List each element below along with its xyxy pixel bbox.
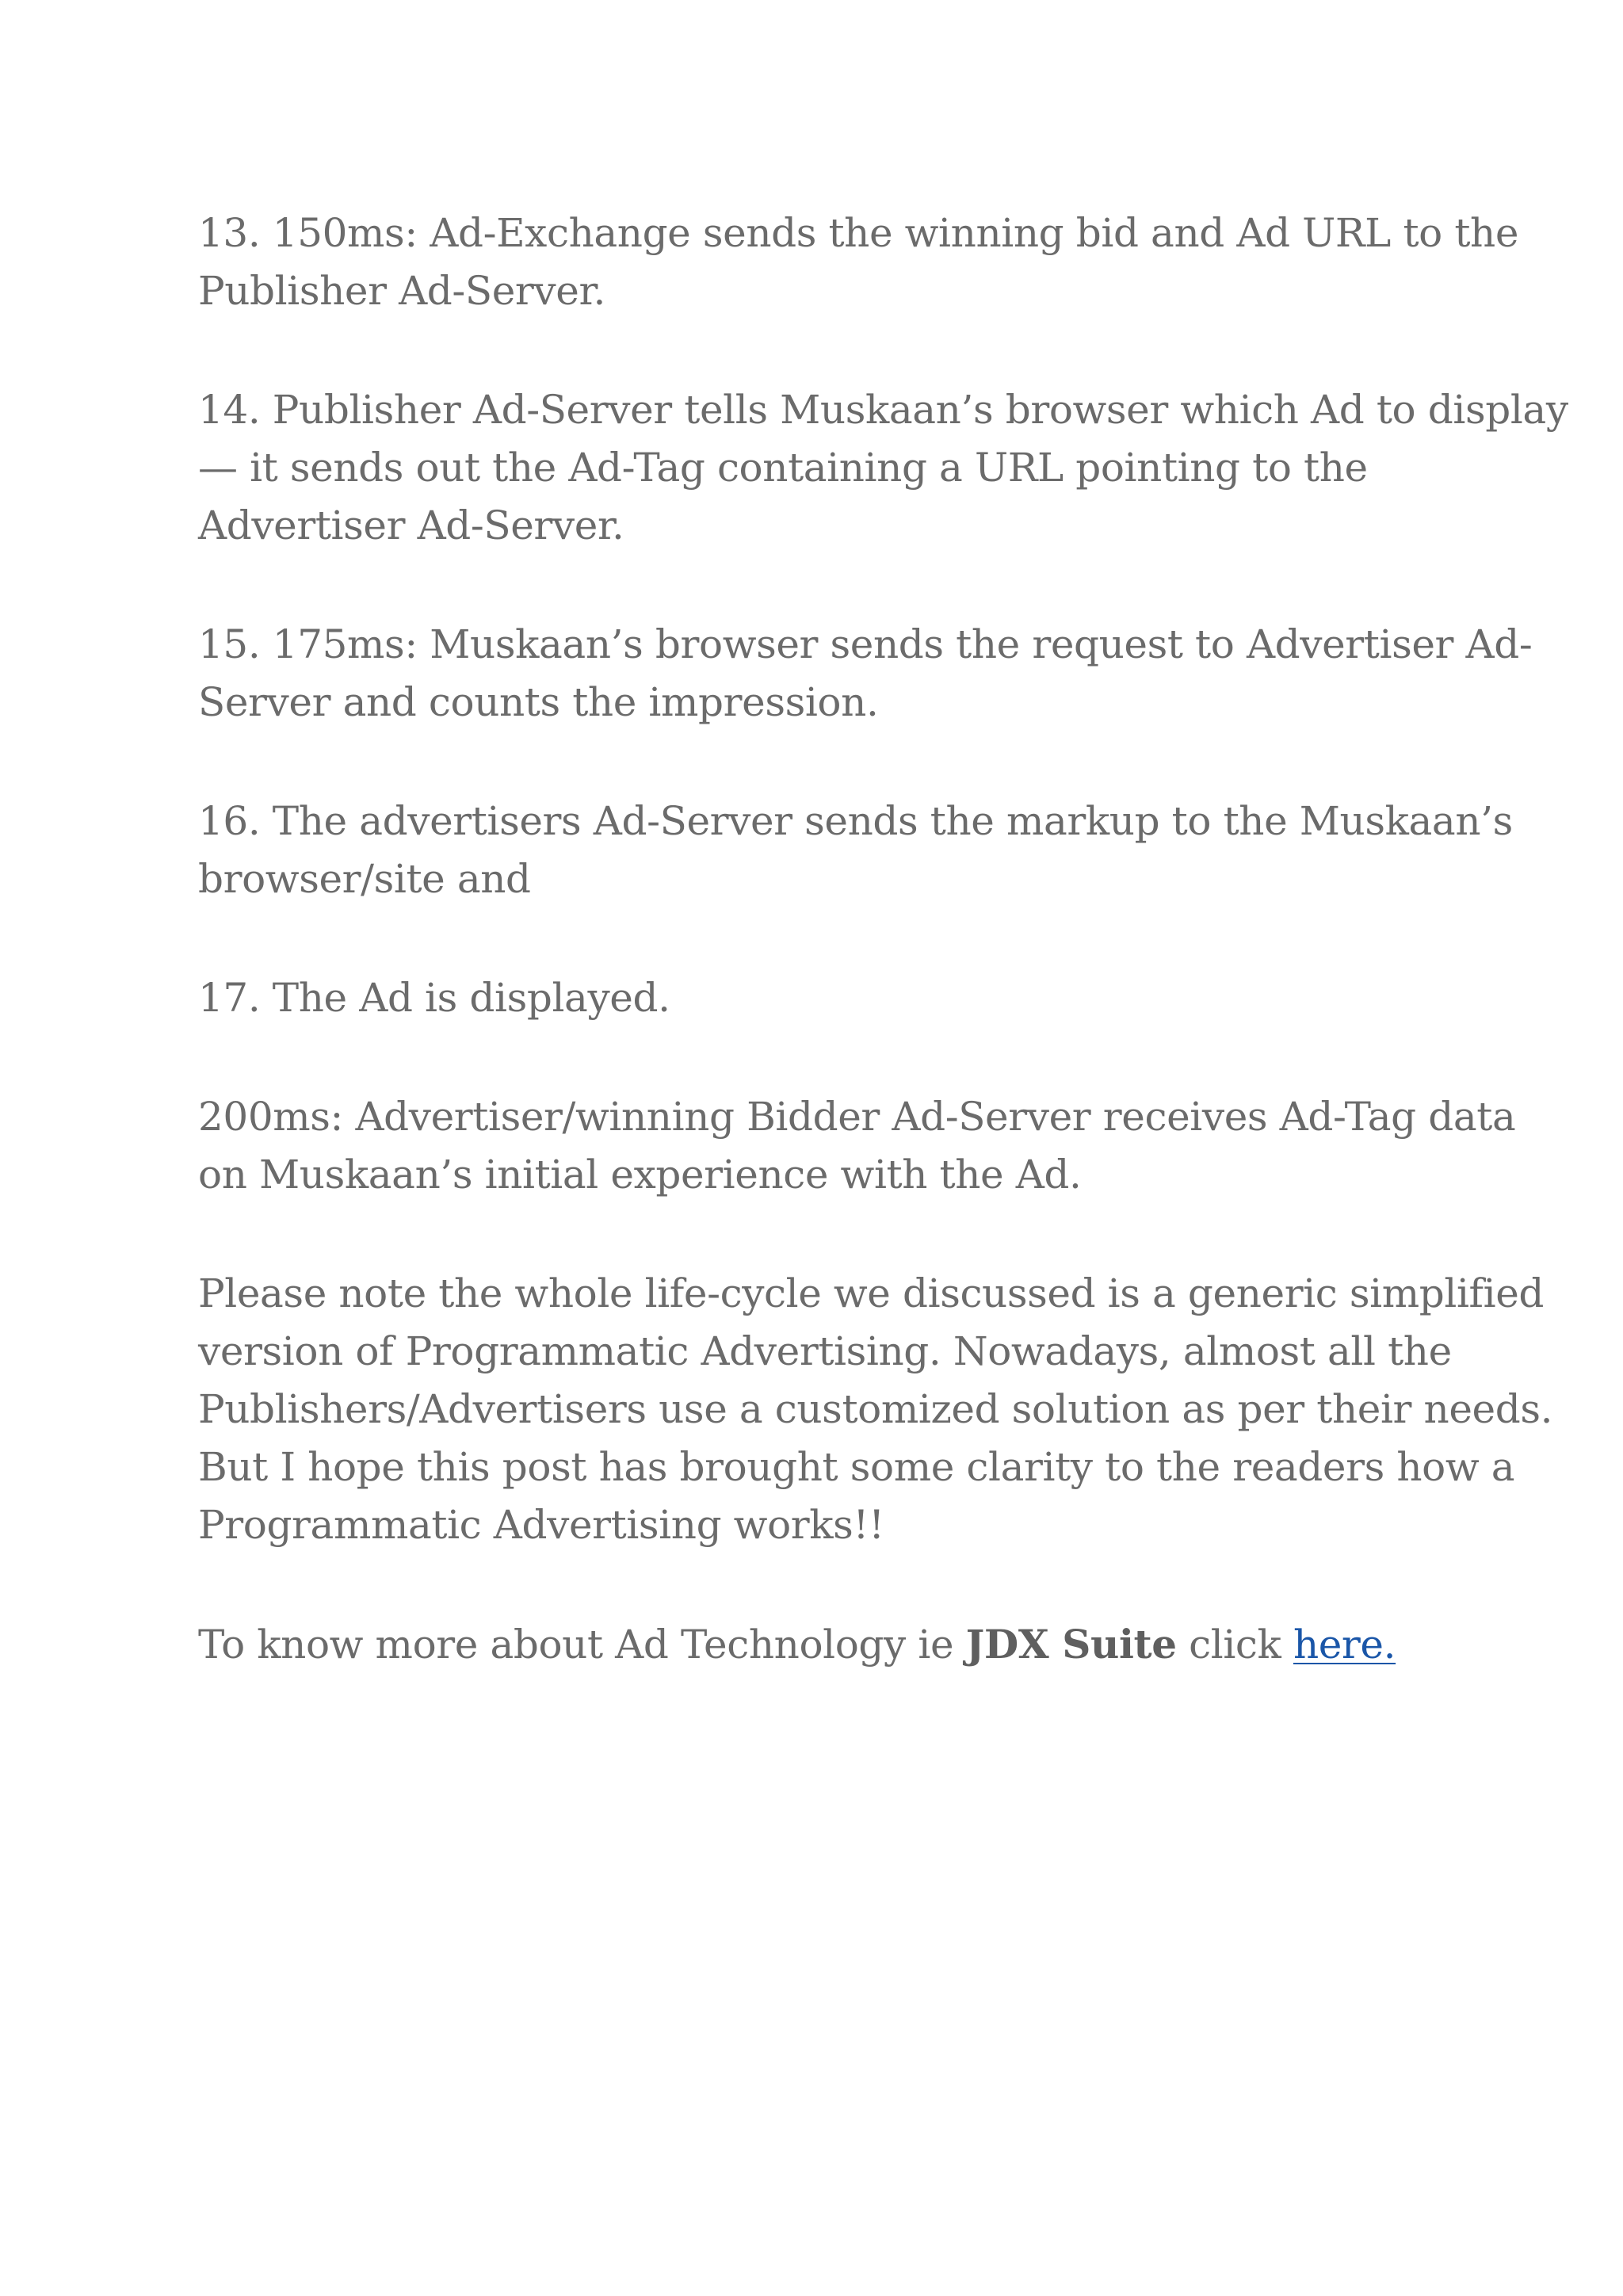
text-line: Publishers/Advertisers use a customized solution as per their needs. [198,1386,1553,1432]
here-link[interactable]: here. [1293,1622,1396,1668]
paragraph-step-13 [198,204,1519,320]
text-line: But I hope this post has brought some clarity to the readers how a [198,1444,1515,1490]
paragraph-step-17 [198,969,1434,1027]
text-line: Programmatic Advertising works!! [198,1502,884,1548]
text-line: 14. Publisher Ad-Server tells Muskaan’s browser which Ad to display [198,387,1568,433]
closing-prefix: To know more about Ad Technology ie [198,1622,966,1668]
text-line: 15. 175ms: Muskaan’s browser sends the request to Advertiser Ad- [198,621,1533,667]
paragraph-step-15 [198,616,1533,732]
text-line: browser/site and [198,856,531,902]
text-line: version of Programmatic Advertising. Nowadays, almost all the [198,1328,1452,1374]
text-line: 13. 150ms: Ad-Exchange sends the winning bid and Ad URL to the [198,210,1519,256]
paragraph-step-14 [198,381,1568,555]
text-line: on Muskaan’s initial experience with the Ad. [198,1152,1082,1198]
text-line: 17. The Ad is displayed. [198,975,670,1021]
product-name: JDX Suite [965,1621,1177,1668]
text-line: 200ms: Advertiser/winning Bidder Ad-Server receives Ad-Tag data [198,1094,1516,1140]
paragraph-200ms [198,1088,1516,1204]
text-line: 16. The advertisers Ad-Server sends the markup to the Muskaan’s [198,798,1513,844]
closing-line [198,1615,1434,1674]
text-line: Publisher Ad-Server. [198,268,605,314]
text-line: Advertiser Ad-Server. [198,502,624,548]
paragraph-closing [198,1615,1434,1674]
text-line: Please note the whole life-cycle we discussed is a generic simplified [198,1270,1545,1316]
paragraph-note [198,1265,1553,1554]
paragraph-step-16 [198,793,1513,908]
text-line: Server and counts the impression. [198,679,879,725]
article-body [198,204,1568,1735]
closing-middle: click [1176,1622,1293,1668]
text-line: — it sends out the Ad-Tag containing a URL pointing to the [198,445,1368,491]
